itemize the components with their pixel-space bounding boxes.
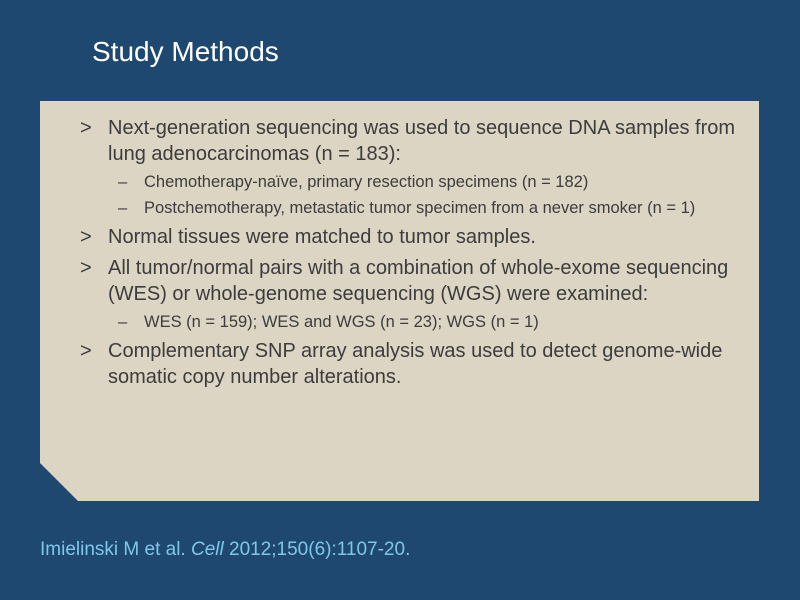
bullet-item bbox=[80, 115, 750, 167]
sub-bullet-item bbox=[80, 198, 750, 219]
bullet-text: All tumor/normal pairs with a combination of whole-exome sequencing (WES) or whole-genome sequencing (WGS) were examined: bbox=[108, 257, 729, 305]
sub-bullet-text: Chemotherapy-naïve, primary resection specimens (n = 182) bbox=[144, 173, 589, 191]
bullet-text: Complementary SNP array analysis was used to detect genome-wide somatic copy number alterations. bbox=[108, 340, 723, 388]
sub-bullet-item bbox=[80, 172, 750, 193]
citation-authors: Imielinski M et al. bbox=[40, 539, 186, 560]
sub-bullet-text: Postchemotherapy, metastatic tumor specimen from a never smoker (n = 1) bbox=[144, 199, 696, 217]
bullet-marker: > bbox=[80, 340, 92, 362]
bullet-marker: > bbox=[80, 117, 92, 139]
bullet-list bbox=[80, 115, 750, 395]
sub-bullet-text: WES (n = 159); WES and WGS (n = 23); WGS (n = 1) bbox=[144, 313, 539, 331]
slide-title: Study Methods bbox=[92, 36, 279, 67]
bullet-item bbox=[80, 255, 750, 307]
bullet-text: Next-generation sequencing was used to sequence DNA samples from lung adenocarcinomas (n = 183): bbox=[108, 117, 736, 165]
bullet-item bbox=[80, 338, 750, 390]
citation bbox=[40, 539, 410, 561]
bullet-marker: > bbox=[80, 226, 92, 248]
bullet-marker: > bbox=[80, 257, 92, 279]
sub-bullet-item bbox=[80, 312, 750, 333]
bullet-text: Normal tissues were matched to tumor samples. bbox=[108, 226, 536, 248]
citation-details: 2012;150(6):1107-20. bbox=[229, 539, 411, 560]
sub-bullet-marker: – bbox=[118, 199, 128, 217]
citation-journal: Cell bbox=[190, 539, 224, 560]
sub-bullet-marker: – bbox=[118, 313, 128, 331]
bullet-item bbox=[80, 224, 750, 250]
sub-bullet-marker: – bbox=[118, 173, 128, 191]
